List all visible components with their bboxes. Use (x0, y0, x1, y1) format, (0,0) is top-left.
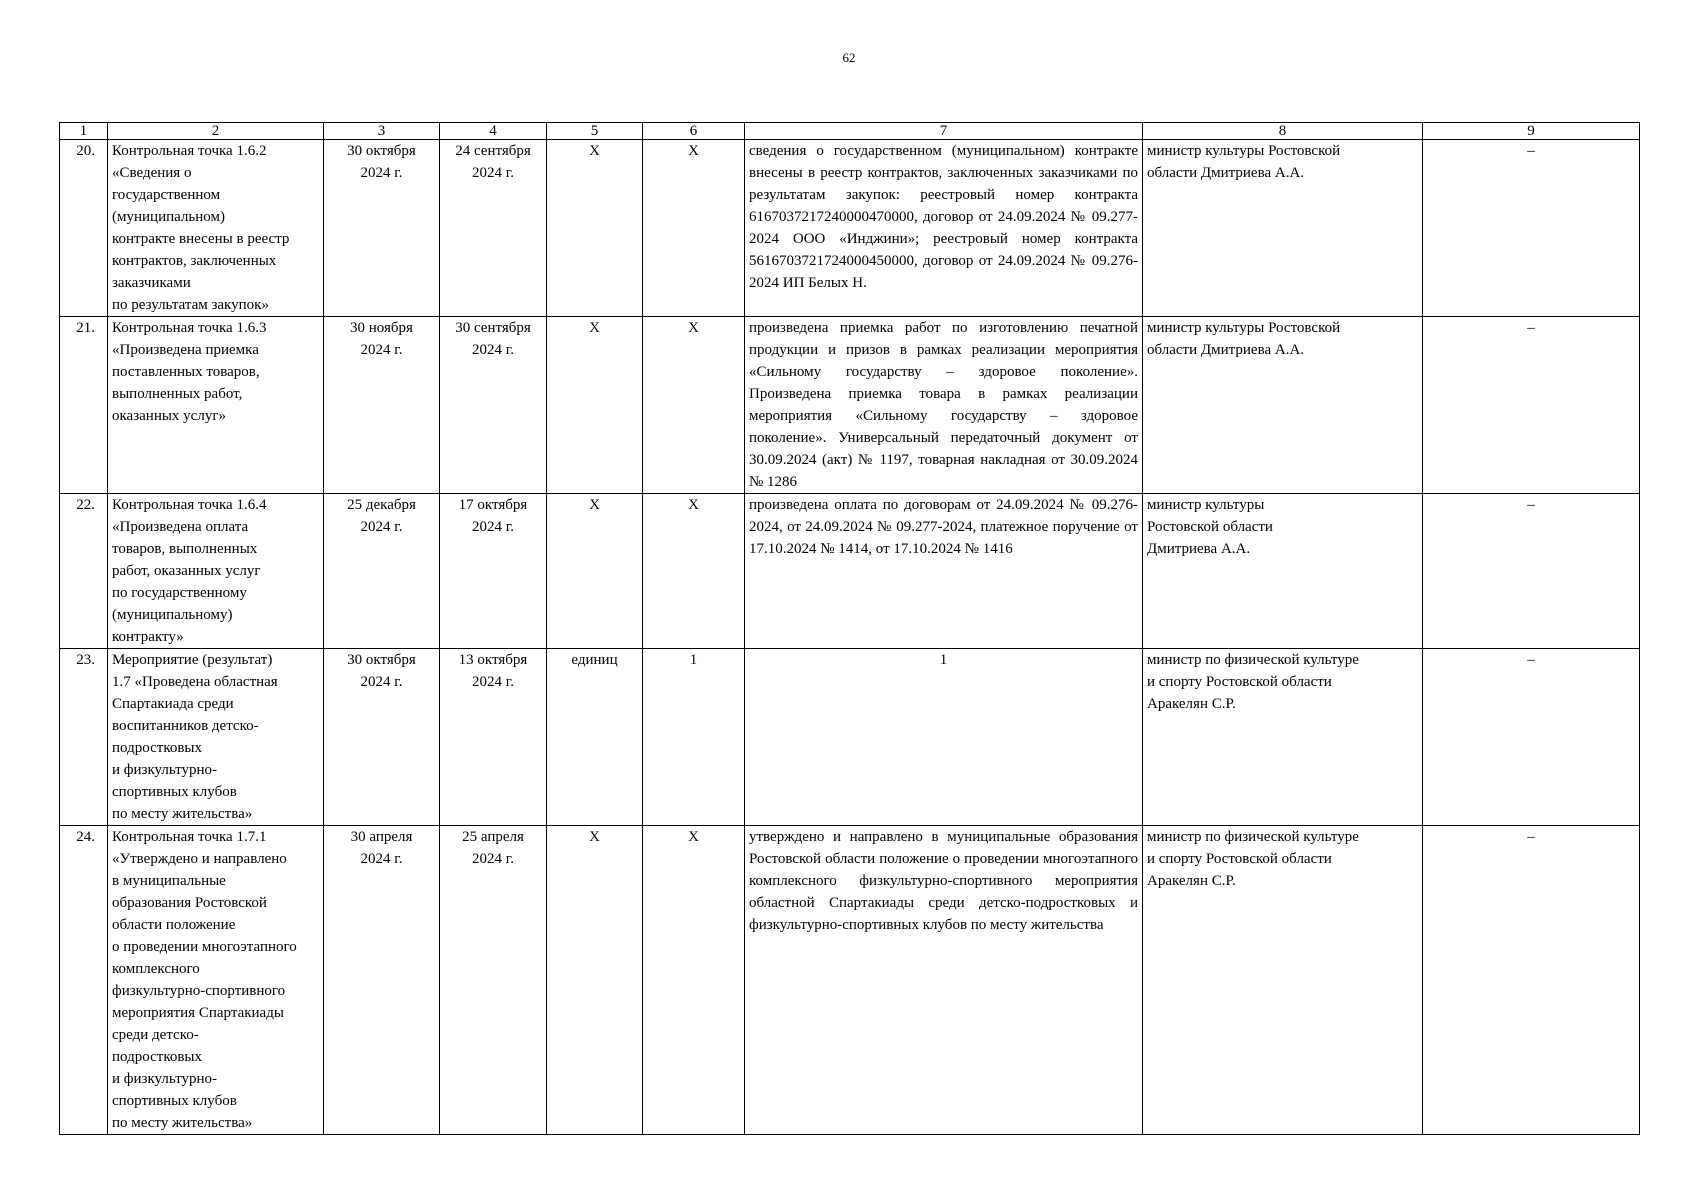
column-number: 3 (324, 123, 440, 140)
row-number: 22. (60, 494, 108, 649)
row-number: 21. (60, 317, 108, 494)
responsible: министр культуры Ростовской области Дмитриева А.А. (1143, 494, 1423, 649)
row-number: 24. (60, 826, 108, 1135)
column-number: 2 (108, 123, 324, 140)
plan-date: 30 ноября 2024 г. (324, 317, 440, 494)
fact-date: 24 сентября 2024 г. (440, 140, 547, 317)
row-number: 20. (60, 140, 108, 317)
plan-date: 30 октября 2024 г. (324, 140, 440, 317)
unit: Х (547, 140, 643, 317)
note: – (1423, 494, 1640, 649)
event-name: Контрольная точка 1.6.3 «Произведена приемка поставленных товаров, выполненных работ, оказанных услуг» (108, 317, 324, 494)
plan-date: 30 октября 2024 г. (324, 649, 440, 826)
plan-date: 25 декабря 2024 г. (324, 494, 440, 649)
table-row (60, 494, 1640, 649)
event-name: Мероприятие (результат) 1.7 «Проведена областная Спартакиада среди воспитанников детско- подростковых и физкультурно- спортивных клубов по месту жительства» (108, 649, 324, 826)
fact-date: 25 апреля 2024 г. (440, 826, 547, 1135)
fact-description: произведена оплата по договорам от 24.09.2024 № 09.276-2024, от 24.09.2024 № 09.277-2024, платежное поручение от 17.10.2024 № 1414, от 17.10.2024 № 1416 (745, 494, 1143, 649)
plan-value: Х (643, 140, 745, 317)
plan-value: Х (643, 317, 745, 494)
fact-description: 1 (745, 649, 1143, 826)
row-number: 23. (60, 649, 108, 826)
event-name: Контрольная точка 1.7.1 «Утверждено и направлено в муниципальные образования Ростовской области положение о проведении многоэтапного комплексного физкультурно-спортивного мероприятия Спартакиады среди детско- подростковых и физкультурно- спортивных клубов по месту жительства» (108, 826, 324, 1135)
table-row (60, 317, 1640, 494)
fact-description: произведена приемка работ по изготовлению печатной продукции и призов в рамках реализации мероприятия «Сильному государству – здоровое поколение». Произведена приемка товара в рамках реализации мероприятия «Сильному государству – здоровое поколение». Универсальный передаточный документ от 30.09.2024 (акт) № 1197, товарная накладная от 30.09.2024 № 1286 (745, 317, 1143, 494)
fact-description: сведения о государственном (муниципальном) контракте внесены в реестр контрактов, заключенных заказчиками по результатам закупок: реестровый номер контракта 6167037217240000470000, договор от 24.09.2024 № 09.277-2024 ООО «Инджини»; реестровый номер контракта 5616703721724000450000, договор от 24.09.2024 № 09.276-2024 ИП Белых Н. (745, 140, 1143, 317)
event-name: Контрольная точка 1.6.2 «Сведения о государственном (муниципальном) контракте внесены в реестр контрактов, заключенных заказчиками по результатам закупок» (108, 140, 324, 317)
column-number: 5 (547, 123, 643, 140)
responsible: министр культуры Ростовской области Дмитриева А.А. (1143, 140, 1423, 317)
plan-value: Х (643, 826, 745, 1135)
plan-value: 1 (643, 649, 745, 826)
unit: единиц (547, 649, 643, 826)
column-number: 6 (643, 123, 745, 140)
note: – (1423, 140, 1640, 317)
fact-description: утверждено и направлено в муниципальные образования Ростовской области положение о проведении многоэтапного комплексного физкультурно-спортивного мероприятия областной Спартакиады среди детско-подростковых и физкультурно-спортивных клубов по месту жительства (745, 826, 1143, 1135)
unit: Х (547, 317, 643, 494)
column-number: 9 (1423, 123, 1640, 140)
fact-date: 13 октября 2024 г. (440, 649, 547, 826)
fact-date: 30 сентября 2024 г. (440, 317, 547, 494)
column-number: 1 (60, 123, 108, 140)
table-row (60, 140, 1640, 317)
column-number: 8 (1143, 123, 1423, 140)
responsible: министр культуры Ростовской области Дмитриева А.А. (1143, 317, 1423, 494)
event-name: Контрольная точка 1.6.4 «Произведена оплата товаров, выполненных работ, оказанных услуг по государственному (муниципальному) контракту» (108, 494, 324, 649)
table-row (60, 649, 1640, 826)
responsible: министр по физической культуре и спорту Ростовской области Аракелян С.Р. (1143, 649, 1423, 826)
table-row (60, 826, 1640, 1135)
page-number: 62 (842, 50, 856, 65)
column-number: 4 (440, 123, 547, 140)
note: – (1423, 317, 1640, 494)
column-number: 7 (745, 123, 1143, 140)
report-table (59, 122, 1640, 1135)
column-number-row (60, 123, 1640, 140)
responsible: министр по физической культуре и спорту Ростовской области Аракелян С.Р. (1143, 826, 1423, 1135)
plan-date: 30 апреля 2024 г. (324, 826, 440, 1135)
fact-date: 17 октября 2024 г. (440, 494, 547, 649)
unit: Х (547, 494, 643, 649)
plan-value: Х (643, 494, 745, 649)
note: – (1423, 826, 1640, 1135)
note: – (1423, 649, 1640, 826)
unit: Х (547, 826, 643, 1135)
